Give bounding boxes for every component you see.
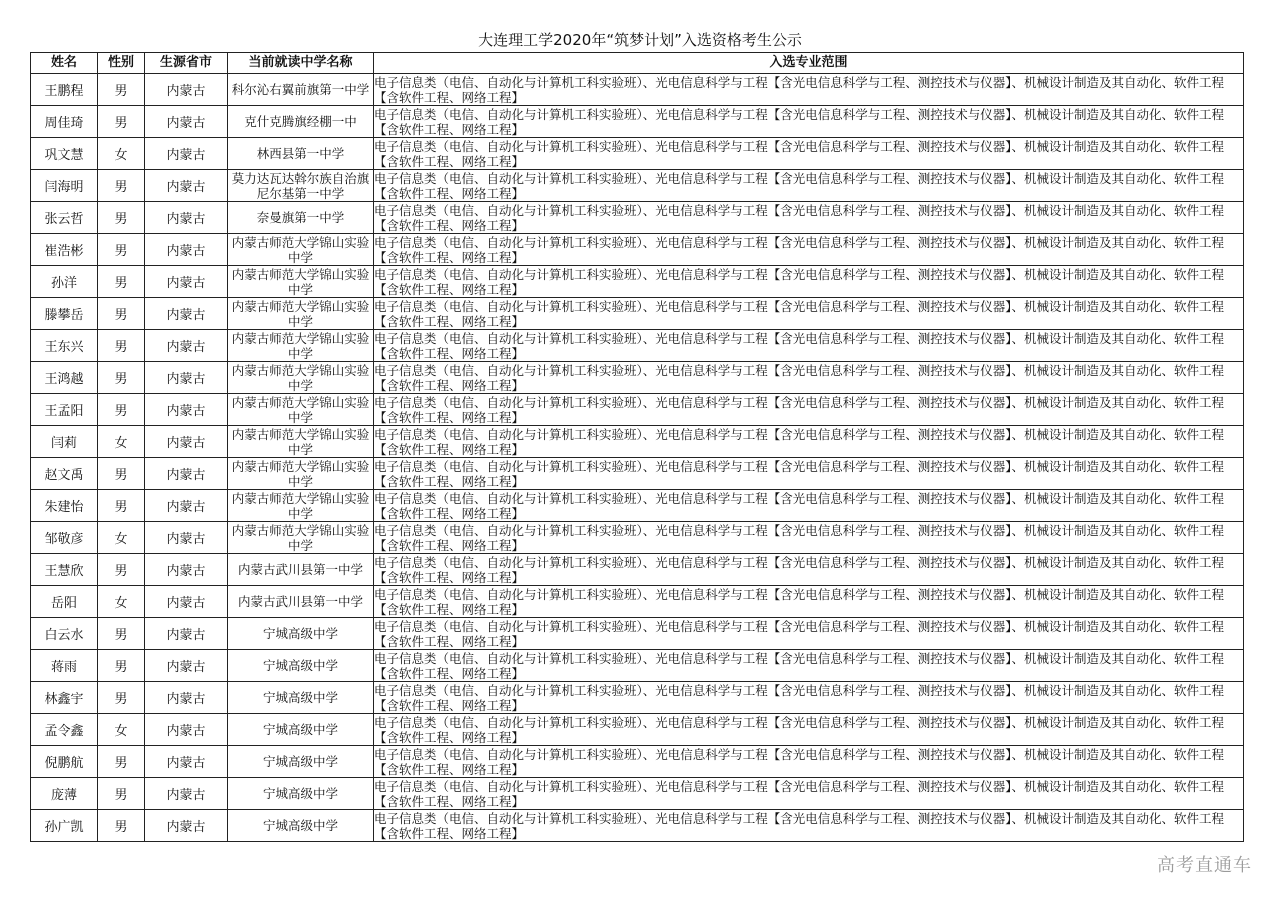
student-school: 宁城高级中学 — [228, 714, 374, 746]
student-province: 内蒙古 — [145, 650, 228, 682]
student-school: 内蒙古师范大学锦山实验中学 — [228, 458, 374, 490]
student-name: 王鸿越 — [31, 362, 98, 394]
table-row — [31, 458, 1244, 490]
major-range: 电子信息类（电信、自动化与计算机工科实验班）、光电信息科学与工程【含光电信息科学与工程、测控技术与仪器】、机械设计制造及其自动化、软件工程【含软件工程、网络工程】 — [374, 138, 1244, 170]
student-school: 科尔沁右翼前旗第一中学 — [228, 74, 374, 106]
student-name: 孟令鑫 — [31, 714, 98, 746]
student-gender: 男 — [98, 362, 145, 394]
student-gender: 男 — [98, 170, 145, 202]
student-gender: 男 — [98, 234, 145, 266]
student-name: 王东兴 — [31, 330, 98, 362]
major-range: 电子信息类（电信、自动化与计算机工科实验班）、光电信息科学与工程【含光电信息科学与工程、测控技术与仪器】、机械设计制造及其自动化、软件工程【含软件工程、网络工程】 — [374, 490, 1244, 522]
student-province: 内蒙古 — [145, 362, 228, 394]
student-gender: 女 — [98, 522, 145, 554]
major-range: 电子信息类（电信、自动化与计算机工科实验班）、光电信息科学与工程【含光电信息科学与工程、测控技术与仪器】、机械设计制造及其自动化、软件工程【含软件工程、网络工程】 — [374, 746, 1244, 778]
major-range: 电子信息类（电信、自动化与计算机工科实验班）、光电信息科学与工程【含光电信息科学与工程、测控技术与仪器】、机械设计制造及其自动化、软件工程【含软件工程、网络工程】 — [374, 458, 1244, 490]
table-row — [31, 74, 1244, 106]
student-school: 克什克腾旗经棚一中 — [228, 106, 374, 138]
major-range: 电子信息类（电信、自动化与计算机工科实验班）、光电信息科学与工程【含光电信息科学与工程、测控技术与仪器】、机械设计制造及其自动化、软件工程【含软件工程、网络工程】 — [374, 202, 1244, 234]
table-row — [31, 682, 1244, 714]
student-province: 内蒙古 — [145, 554, 228, 586]
table-row — [31, 650, 1244, 682]
major-range: 电子信息类（电信、自动化与计算机工科实验班）、光电信息科学与工程【含光电信息科学与工程、测控技术与仪器】、机械设计制造及其自动化、软件工程【含软件工程、网络工程】 — [374, 618, 1244, 650]
table-row — [31, 426, 1244, 458]
student-gender: 男 — [98, 682, 145, 714]
student-province: 内蒙古 — [145, 522, 228, 554]
major-range: 电子信息类（电信、自动化与计算机工科实验班）、光电信息科学与工程【含光电信息科学与工程、测控技术与仪器】、机械设计制造及其自动化、软件工程【含软件工程、网络工程】 — [374, 74, 1244, 106]
student-name: 王慧欣 — [31, 554, 98, 586]
student-province: 内蒙古 — [145, 106, 228, 138]
student-name: 闫海明 — [31, 170, 98, 202]
student-name: 白云水 — [31, 618, 98, 650]
student-name: 巩文慧 — [31, 138, 98, 170]
student-school: 内蒙古武川县第一中学 — [228, 554, 374, 586]
table-row — [31, 362, 1244, 394]
major-range: 电子信息类（电信、自动化与计算机工科实验班）、光电信息科学与工程【含光电信息科学与工程、测控技术与仪器】、机械设计制造及其自动化、软件工程【含软件工程、网络工程】 — [374, 170, 1244, 202]
student-name: 王鹏程 — [31, 74, 98, 106]
student-gender: 男 — [98, 618, 145, 650]
table-row — [31, 778, 1244, 810]
student-name: 庞薄 — [31, 778, 98, 810]
watermark: 高考直通车 — [1157, 855, 1252, 876]
table-row — [31, 522, 1244, 554]
student-province: 内蒙古 — [145, 618, 228, 650]
student-gender: 男 — [98, 106, 145, 138]
header-school: 当前就读中学名称 — [228, 53, 374, 74]
student-school: 内蒙古师范大学锦山实验中学 — [228, 298, 374, 330]
header-gender: 性别 — [98, 53, 145, 74]
major-range: 电子信息类（电信、自动化与计算机工科实验班）、光电信息科学与工程【含光电信息科学与工程、测控技术与仪器】、机械设计制造及其自动化、软件工程【含软件工程、网络工程】 — [374, 714, 1244, 746]
table-row — [31, 490, 1244, 522]
table-body — [31, 74, 1244, 842]
page-title: 大连理工学2020年“筑梦计划”入选资格考生公示 — [478, 31, 802, 49]
student-name: 林鑫宇 — [31, 682, 98, 714]
table-row — [31, 746, 1244, 778]
student-name: 岳阳 — [31, 586, 98, 618]
major-range: 电子信息类（电信、自动化与计算机工科实验班）、光电信息科学与工程【含光电信息科学与工程、测控技术与仪器】、机械设计制造及其自动化、软件工程【含软件工程、网络工程】 — [374, 394, 1244, 426]
table-row — [31, 106, 1244, 138]
student-gender: 女 — [98, 426, 145, 458]
table-row — [31, 202, 1244, 234]
student-name: 崔浩彬 — [31, 234, 98, 266]
major-range: 电子信息类（电信、自动化与计算机工科实验班）、光电信息科学与工程【含光电信息科学与工程、测控技术与仪器】、机械设计制造及其自动化、软件工程【含软件工程、网络工程】 — [374, 682, 1244, 714]
student-gender: 男 — [98, 394, 145, 426]
student-province: 内蒙古 — [145, 490, 228, 522]
student-province: 内蒙古 — [145, 810, 228, 842]
student-school: 内蒙古师范大学锦山实验中学 — [228, 522, 374, 554]
header-range: 入选专业范围 — [374, 53, 1244, 74]
student-name: 孙广凯 — [31, 810, 98, 842]
student-province: 内蒙古 — [145, 138, 228, 170]
major-range: 电子信息类（电信、自动化与计算机工科实验班）、光电信息科学与工程【含光电信息科学与工程、测控技术与仪器】、机械设计制造及其自动化、软件工程【含软件工程、网络工程】 — [374, 298, 1244, 330]
student-province: 内蒙古 — [145, 170, 228, 202]
student-school: 林西县第一中学 — [228, 138, 374, 170]
candidate-table — [30, 52, 1244, 842]
table-row — [31, 234, 1244, 266]
student-school: 宁城高级中学 — [228, 746, 374, 778]
major-range: 电子信息类（电信、自动化与计算机工科实验班）、光电信息科学与工程【含光电信息科学与工程、测控技术与仪器】、机械设计制造及其自动化、软件工程【含软件工程、网络工程】 — [374, 234, 1244, 266]
student-school: 内蒙古师范大学锦山实验中学 — [228, 426, 374, 458]
major-range: 电子信息类（电信、自动化与计算机工科实验班）、光电信息科学与工程【含光电信息科学与工程、测控技术与仪器】、机械设计制造及其自动化、软件工程【含软件工程、网络工程】 — [374, 362, 1244, 394]
table-row — [31, 266, 1244, 298]
student-gender: 男 — [98, 458, 145, 490]
table-row — [31, 330, 1244, 362]
major-range: 电子信息类（电信、自动化与计算机工科实验班）、光电信息科学与工程【含光电信息科学与工程、测控技术与仪器】、机械设计制造及其自动化、软件工程【含软件工程、网络工程】 — [374, 650, 1244, 682]
student-school: 奈曼旗第一中学 — [228, 202, 374, 234]
student-school: 内蒙古师范大学锦山实验中学 — [228, 362, 374, 394]
student-province: 内蒙古 — [145, 426, 228, 458]
student-gender: 男 — [98, 490, 145, 522]
student-province: 内蒙古 — [145, 202, 228, 234]
student-gender: 男 — [98, 650, 145, 682]
student-name: 赵文禹 — [31, 458, 98, 490]
student-name: 朱建怡 — [31, 490, 98, 522]
major-range: 电子信息类（电信、自动化与计算机工科实验班）、光电信息科学与工程【含光电信息科学与工程、测控技术与仪器】、机械设计制造及其自动化、软件工程【含软件工程、网络工程】 — [374, 554, 1244, 586]
student-province: 内蒙古 — [145, 330, 228, 362]
student-school: 内蒙古师范大学锦山实验中学 — [228, 490, 374, 522]
student-name: 张云哲 — [31, 202, 98, 234]
student-name: 闫莉 — [31, 426, 98, 458]
student-gender: 女 — [98, 714, 145, 746]
student-gender: 男 — [98, 778, 145, 810]
student-gender: 男 — [98, 266, 145, 298]
student-school: 内蒙古师范大学锦山实验中学 — [228, 330, 374, 362]
student-school: 宁城高级中学 — [228, 810, 374, 842]
student-gender: 女 — [98, 586, 145, 618]
student-gender: 男 — [98, 202, 145, 234]
major-range: 电子信息类（电信、自动化与计算机工科实验班）、光电信息科学与工程【含光电信息科学与工程、测控技术与仪器】、机械设计制造及其自动化、软件工程【含软件工程、网络工程】 — [374, 106, 1244, 138]
student-gender: 男 — [98, 298, 145, 330]
student-school: 内蒙古师范大学锦山实验中学 — [228, 394, 374, 426]
student-name: 蒋雨 — [31, 650, 98, 682]
student-name: 倪鹏航 — [31, 746, 98, 778]
major-range: 电子信息类（电信、自动化与计算机工科实验班）、光电信息科学与工程【含光电信息科学与工程、测控技术与仪器】、机械设计制造及其自动化、软件工程【含软件工程、网络工程】 — [374, 426, 1244, 458]
major-range: 电子信息类（电信、自动化与计算机工科实验班）、光电信息科学与工程【含光电信息科学与工程、测控技术与仪器】、机械设计制造及其自动化、软件工程【含软件工程、网络工程】 — [374, 330, 1244, 362]
student-school: 宁城高级中学 — [228, 682, 374, 714]
student-province: 内蒙古 — [145, 74, 228, 106]
student-name: 邹敬彦 — [31, 522, 98, 554]
header-province: 生源省市 — [145, 53, 228, 74]
student-province: 内蒙古 — [145, 394, 228, 426]
student-province: 内蒙古 — [145, 298, 228, 330]
student-school: 内蒙古武川县第一中学 — [228, 586, 374, 618]
student-school: 内蒙古师范大学锦山实验中学 — [228, 234, 374, 266]
student-school: 宁城高级中学 — [228, 778, 374, 810]
student-province: 内蒙古 — [145, 266, 228, 298]
student-province: 内蒙古 — [145, 746, 228, 778]
header-name: 姓名 — [31, 53, 98, 74]
student-gender: 男 — [98, 554, 145, 586]
table-header-row — [31, 53, 1244, 74]
student-school: 宁城高级中学 — [228, 650, 374, 682]
student-province: 内蒙古 — [145, 714, 228, 746]
major-range: 电子信息类（电信、自动化与计算机工科实验班）、光电信息科学与工程【含光电信息科学与工程、测控技术与仪器】、机械设计制造及其自动化、软件工程【含软件工程、网络工程】 — [374, 266, 1244, 298]
major-range: 电子信息类（电信、自动化与计算机工科实验班）、光电信息科学与工程【含光电信息科学与工程、测控技术与仪器】、机械设计制造及其自动化、软件工程【含软件工程、网络工程】 — [374, 810, 1244, 842]
table-row — [31, 138, 1244, 170]
student-gender: 男 — [98, 74, 145, 106]
student-province: 内蒙古 — [145, 682, 228, 714]
table-row — [31, 810, 1244, 842]
student-province: 内蒙古 — [145, 586, 228, 618]
table-row — [31, 554, 1244, 586]
student-school: 莫力达瓦达斡尔族自治旗尼尔基第一中学 — [228, 170, 374, 202]
student-province: 内蒙古 — [145, 778, 228, 810]
student-name: 滕攀岳 — [31, 298, 98, 330]
student-province: 内蒙古 — [145, 234, 228, 266]
student-school: 内蒙古师范大学锦山实验中学 — [228, 266, 374, 298]
table-row — [31, 618, 1244, 650]
student-gender: 男 — [98, 746, 145, 778]
student-province: 内蒙古 — [145, 458, 228, 490]
student-name: 孙洋 — [31, 266, 98, 298]
table-row — [31, 298, 1244, 330]
student-name: 周佳琦 — [31, 106, 98, 138]
table-row — [31, 714, 1244, 746]
major-range: 电子信息类（电信、自动化与计算机工科实验班）、光电信息科学与工程【含光电信息科学与工程、测控技术与仪器】、机械设计制造及其自动化、软件工程【含软件工程、网络工程】 — [374, 522, 1244, 554]
major-range: 电子信息类（电信、自动化与计算机工科实验班）、光电信息科学与工程【含光电信息科学与工程、测控技术与仪器】、机械设计制造及其自动化、软件工程【含软件工程、网络工程】 — [374, 778, 1244, 810]
student-school: 宁城高级中学 — [228, 618, 374, 650]
table-row — [31, 586, 1244, 618]
table-row — [31, 170, 1244, 202]
table-row — [31, 394, 1244, 426]
major-range: 电子信息类（电信、自动化与计算机工科实验班）、光电信息科学与工程【含光电信息科学与工程、测控技术与仪器】、机械设计制造及其自动化、软件工程【含软件工程、网络工程】 — [374, 586, 1244, 618]
student-gender: 女 — [98, 138, 145, 170]
student-gender: 男 — [98, 810, 145, 842]
student-gender: 男 — [98, 330, 145, 362]
student-name: 王孟阳 — [31, 394, 98, 426]
